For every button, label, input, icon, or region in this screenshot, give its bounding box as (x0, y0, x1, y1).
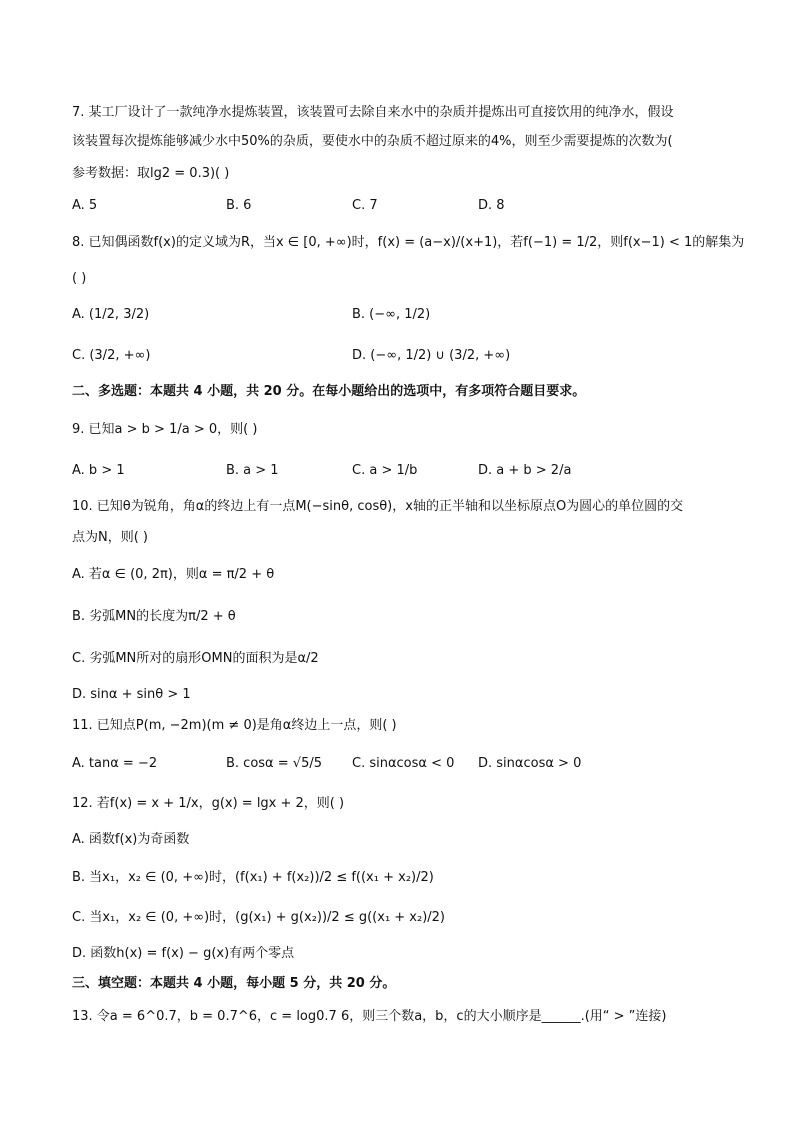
q12-option-b: B. 当x₁，x₂ ∈ (0, +∞)时，(f(x₁) + f(x₂))/2 ≤ f((x₁ + x₂)/2) (72, 870, 434, 885)
q8-option-b: B. (−∞, 1/2) (352, 307, 431, 322)
q9-option-a: A. b > 1 (72, 463, 125, 478)
q7-stem-line2: 该装置每次提炼能够减少水中50%的杂质，要使水中的杂质不超过原来的4%，则至少需要提炼的次数为( (72, 134, 673, 149)
q8-option-a: A. (1/2, 3/2) (72, 307, 150, 322)
section-3-header: 三、填空题：本题共 4 小题，每小题 5 分，共 20 分。 (72, 976, 396, 991)
q9-option-d: D. a + b > 2/a (478, 463, 572, 478)
q12-option-a: A. 函数f(x)为奇函数 (72, 832, 190, 847)
q12-option-c: C. 当x₁，x₂ ∈ (0, +∞)时，(g(x₁) + g(x₂))/2 ≤ g((x₁ + x₂)/2) (72, 910, 446, 925)
q10-option-d: D. sinα + sinθ > 1 (72, 687, 191, 702)
q10-stem-line1: 10. 已知θ为锐角，角α的终边上有一点M(−sinθ, cosθ)，x轴的正半轴和以坐标原点O为圆心的单位圆的交 (72, 499, 684, 514)
q9-option-b: B. a > 1 (226, 463, 279, 478)
q7-stem-line1: 7. 某工厂设计了一款纯净水提炼装置，该装置可去除自来水中的杂质并提炼出可直接饮用的纯净水，假设 (72, 105, 674, 120)
q9-option-c: C. a > 1/b (352, 463, 418, 478)
q8-option-d: D. (−∞, 1/2) ∪ (3/2, +∞) (352, 348, 511, 363)
q10-option-a: A. 若α ∈ (0, 2π)，则α = π/2 + θ (72, 567, 275, 582)
q7-option-c: C. 7 (352, 198, 378, 213)
q7-option-a: A. 5 (72, 198, 98, 213)
q10-option-c: C. 劣弧MN所对的扇形OMN的面积为是α/2 (72, 651, 319, 666)
q7-stem-line3: 参考数据：取lg2 = 0.3)( ) (72, 166, 230, 181)
q11-stem: 11. 已知点P(m, −2m)(m ≠ 0)是角α终边上一点，则( ) (72, 718, 397, 733)
q12-stem: 12. 若f(x) = x + 1/x，g(x) = lgx + 2，则( ) (72, 796, 345, 811)
q11-option-b: B. cosα = √5/5 (226, 756, 322, 771)
q13-stem: 13. 令a = 6^0.7，b = 0.7^6，c = log0.7 6，则三个数a，b，c的大小顺序是______.(用“ > ”连接) (72, 1009, 667, 1024)
q8-stem: 8. 已知偶函数f(x)的定义域为R，当x ∈ [0, +∞)时，f(x) = (a−x)/(x+1)，若f(−1) = 1/2，则f(x−1) < 1的解集为 (72, 235, 745, 250)
q10-option-b: B. 劣弧MN的长度为π/2 + θ (72, 609, 236, 624)
q7-option-d: D. 8 (478, 198, 505, 213)
q8-option-c: C. (3/2, +∞) (72, 348, 151, 363)
q7-option-b: B. 6 (226, 198, 252, 213)
q10-stem-line2: 点为N，则( ) (72, 530, 149, 545)
q12-option-d: D. 函数h(x) = f(x) − g(x)有两个零点 (72, 946, 295, 961)
q11-option-a: A. tanα = −2 (72, 756, 158, 771)
section-2-header: 二、多选题：本题共 4 小题，共 20 分。在每小题给出的选项中，有多项符合题目要求。 (72, 384, 586, 399)
q8-paren: ( ) (72, 271, 87, 286)
q9-stem: 9. 已知a > b > 1/a > 0，则( ) (72, 422, 258, 437)
q11-option-c: C. sinαcosα < 0 (352, 756, 455, 771)
q11-option-d: D. sinαcosα > 0 (478, 756, 582, 771)
